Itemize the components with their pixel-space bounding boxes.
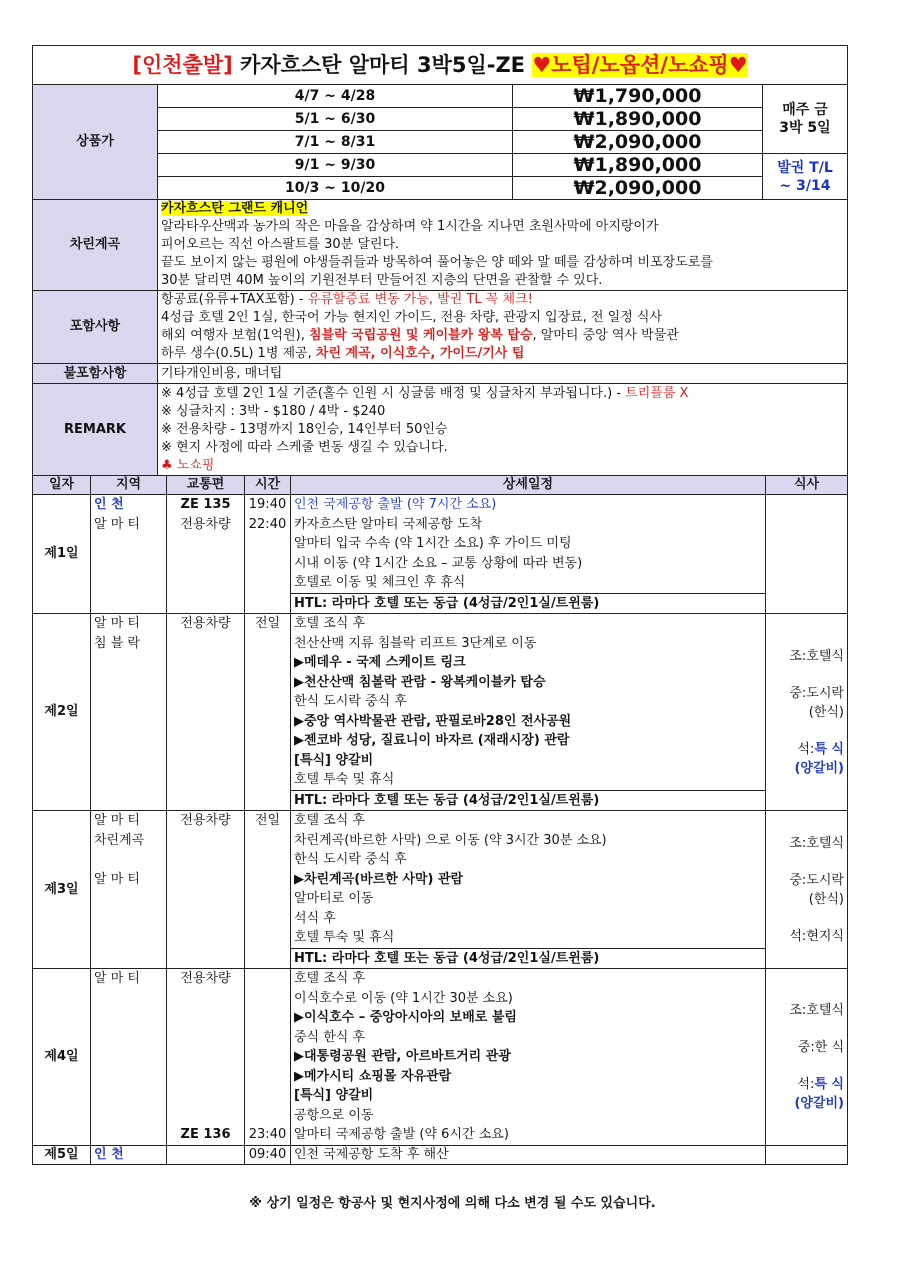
price-date: 9/1 ~ 9/30 [158,154,513,177]
schedule-line: 호텔로 이동 및 체크인 후 휴식 [294,575,466,590]
price-value: ₩2,090,000 [513,177,763,200]
day-region [91,811,167,969]
included-line: 하루 생수(0.5L) 1병 제공, [161,346,316,361]
schedule-line: 호텔 조식 후 [294,813,366,828]
day-details [291,614,766,811]
region-name: 알 마 티 [94,971,140,986]
schedule-line: ▶젠코바 성당, 질료니이 바자르 (재래시장) 관람 [294,733,570,748]
header-transport: 교통편 [167,476,245,495]
schedule-line: ▶대통령공원 관람, 아르바트거리 관광 [294,1049,511,1064]
flight-number: ZE 135 [180,497,231,512]
schedule-line: [특식] 양갈비 [294,1088,374,1103]
day-time [245,495,291,614]
title-main: 카자흐스탄 알마티 3박5일-ZE [240,53,526,77]
schedule-line: ▶메가시티 쇼핑몰 자유관람 [294,1068,452,1084]
day-meals [766,969,848,1146]
price-date: 5/1 ~ 6/30 [158,108,513,131]
region-name: 인 천 [94,497,124,512]
day-region [91,969,167,1146]
day-row [33,1146,848,1165]
charyn-line: 피어오르는 직선 아스팔트를 30분 달린다. [161,237,400,252]
region-name: 차린계곡 [94,832,145,848]
included-list [158,291,848,364]
schedule-line: ▶차린계곡(바르한 사막) 관람 [294,871,464,887]
included-highlight: 차린 계곡, 이식호수, 가이드/기사 팁 [315,346,525,361]
region-name: 침 블 락 [94,635,140,651]
schedule-line: 호텔 조식 후 [294,616,366,631]
region-name: 알 마 티 [94,813,140,828]
remark-line: ※ 전용차량 - 13명까지 18인승, 14인부터 50인승 [161,421,448,437]
day-region [91,495,167,614]
included-line: , 알마티 중앙 역사 박물관 [532,328,679,343]
meal-dinner-note: (양갈비) [794,1096,844,1111]
triple-room-note: 트리플룸 X [625,385,689,401]
meal-breakfast: 조:호텔식 [789,648,844,664]
day-transport [167,1146,245,1165]
day-label: 제1일 [33,495,91,614]
schedule-line: 석식 후 [294,910,336,926]
price-value: ₩1,890,000 [513,108,763,131]
charyn-line: 30분 달리면 40M 높이의 기원전부터 만들어진 지층의 단면을 관찰할 수 있다. [161,273,603,288]
included-line: 항공료(유류+TAX포함) - [161,292,308,307]
price-date: 10/3 ~ 10/20 [158,177,513,200]
schedule-line: 이식호수로 이동 (약 1시간 30분 소요) [294,990,513,1006]
schedule-line: ▶천산산맥 침볼락 관람 - 왕복케이블카 탑승 [294,674,546,690]
charyn-line: 알라타우산맥과 농가의 작은 마을을 감상하며 약 1시간을 지나면 초원사막에 아지랑이가 [161,219,659,234]
schedule-line: 카자흐스탄 알마티 국제공항 도착 [294,516,483,532]
day-time [245,969,291,1146]
region-name: 알 마 티 [94,516,140,532]
vehicle: 전용차량 [180,971,231,986]
schedule-line: ▶중앙 역사박물관 관람, 판필로바28인 전사공원 [294,713,572,729]
flight-number: ZE 136 [180,1126,231,1142]
day-meals [766,1146,848,1165]
title-prefix: [인천출발] [132,53,233,77]
day-time [245,811,291,969]
meal-dinner-note: (양갈비) [794,760,844,776]
departure-day: 매주 금 [782,102,828,118]
charyn-description [158,200,848,291]
vehicle: 전용차량 [180,516,231,532]
day-transport [167,811,245,969]
day-details [291,495,766,614]
meal-dinner: 석: [797,741,815,757]
meal-dinner: 석: [797,1077,815,1092]
title-badge: ♥노팁/노옵션/노쇼핑♥ [532,53,748,77]
remark-line: ※ 싱글차지 : 3박 - $180 / 4박 - $240 [161,403,386,419]
region-name: 알 마 티 [94,616,140,631]
itinerary-sheet [32,45,847,1165]
page-title [33,46,848,85]
time-value: 22:40 [248,516,287,532]
meal-lunch-note: (한식) [808,704,844,720]
day-label: 제4일 [33,969,91,1146]
fuel-surcharge-note: 유류할증료 변동 가능, 발권 TL 꼭 체크! [307,292,533,307]
included-line: 해외 여행자 보험(1억원), [161,328,309,343]
schedule-line: 공항으로 이동 [294,1107,374,1123]
included-label: 포함사항 [33,291,158,364]
ticketing-date: ~ 3/14 [779,177,831,194]
day-details [291,969,766,1146]
day-transport [167,969,245,1146]
schedule-line: [특식] 양갈비 [294,752,374,768]
schedule-line: 시내 이동 (약 1시간 소요 – 교통 상황에 따라 변동) [294,555,583,571]
day-time [245,614,291,811]
meal-breakfast: 조:호텔식 [789,1003,844,1018]
schedule-line: 중식 한식 후 [294,1029,366,1045]
meal-lunch-note: (한식) [808,891,844,907]
region-name: 인 천 [91,1146,167,1165]
ticketing-label: 발권 T/L [777,159,833,176]
included-highlight: 침블락 국립공원 및 케이블카 왕복 탑승 [308,328,533,343]
schedule-line: 알마티 입국 수속 (약 1시간 소요) 후 가이드 미팅 [294,536,572,551]
meal-lunch: 중:도시락 [789,685,844,701]
day-details [291,811,766,969]
day-label: 제3일 [33,811,91,969]
schedule-line: 인천 국제공항 출발 (약 7시간 소요) [294,497,497,512]
meal-dinner-special: 특 식 [814,741,844,757]
day-meals [766,495,848,614]
schedule-table [32,475,848,1165]
remark-line: ※ 현지 사정에 따라 스케줄 변동 생길 수 있습니다. [161,439,448,455]
meal-dinner-special: 특 식 [814,1077,844,1092]
schedule-line: 알마티 국제공항 출발 (약 6시간 소요) [294,1127,509,1142]
price-date: 4/7 ~ 4/28 [158,85,513,108]
meal-dinner: 석:현지식 [789,928,844,944]
excluded-text: 기타개인비용, 매너팁 [158,364,848,384]
charyn-line: 끝도 보이지 않는 평원에 야생들쥐들과 방목하여 풀어놓은 양 떼와 말 떼를 감상하며 비포장도로를 [161,255,713,270]
trip-length: 3박 5일 [779,120,831,136]
price-value: ₩2,090,000 [513,131,763,154]
header-details: 상세일정 [291,476,766,495]
schedule-line: 한식 도시락 중식 후 [294,852,407,867]
charyn-label: 차린계곡 [33,200,158,291]
price-value: ₩1,790,000 [513,85,763,108]
schedule-line: 알마티로 이동 [294,891,374,906]
time-value: 전일 [254,616,281,631]
no-shopping-note: ♣ 노쇼핑 [161,457,215,473]
schedule-line: 호텔 투숙 및 휴식 [294,930,395,945]
schedule-line: ▶메데우 - 국제 스케이트 링크 [294,655,466,670]
time-value: 전일 [254,813,281,828]
product-info-table [32,45,848,476]
included-line: 4성급 호텔 2인 1실, 한국어 가능 현지인 가이드, 전용 차량, 관광지 입장료, 전 일정 식사 [161,310,663,325]
day-row [33,969,848,1146]
region-name: 알 마 티 [94,871,140,887]
schedule-line: 천산산맥 지류 침블락 리프트 3단계로 이동 [294,635,537,651]
ticketing-deadline [763,154,848,200]
day-region [91,614,167,811]
excluded-label: 불포함사항 [33,364,158,384]
footnote: ※ 상기 일정은 항공사 및 현지사정에 의해 다소 변경 될 수도 있습니다. [249,1196,656,1211]
departure-info [763,85,848,154]
hotel-line: HTL: 라마다 호텔 또는 동급 (4성급/2인1실/트윈룸) [291,948,765,969]
hotel-line: HTL: 라마다 호텔 또는 동급 (4성급/2인1실/트윈룸) [291,593,765,614]
day-label: 제2일 [33,614,91,811]
time-value: 23:40 [248,1127,287,1142]
meal-breakfast: 조:호텔식 [789,835,844,851]
meal-lunch: 중:도시락 [789,872,844,888]
day-meals [766,614,848,811]
header-time: 시간 [245,476,291,495]
time-value: 09:40 [245,1146,291,1165]
schedule-line: ▶이식호수 – 중앙아시아의 보배로 불림 [294,1010,517,1025]
schedule-line: 호텔 투숙 및 휴식 [294,772,395,787]
price-label: 상품가 [33,85,158,200]
meal-lunch: 중:한 식 [797,1040,844,1055]
schedule-line: 인천 국제공항 도착 후 해산 [291,1146,766,1165]
day-transport [167,614,245,811]
header-day: 일자 [33,476,91,495]
day-row [33,811,848,969]
remark-label: REMARK [33,384,158,476]
schedule-line: 한식 도시락 중식 후 [294,694,407,709]
schedule-line: 차린계곡(바르한 사막) 으로 이동 (약 3시간 30분 소요) [294,832,607,848]
day-row [33,495,848,614]
price-value: ₩1,890,000 [513,154,763,177]
day-label: 제5일 [33,1146,91,1165]
schedule-line: 호텔 조식 후 [294,971,366,986]
day-transport [167,495,245,614]
header-region: 지역 [91,476,167,495]
remark-line: ※ 4성급 호텔 2인 1실 기준(홀수 인원 시 싱글룸 배정 및 싱글차지 부과됩니다.) - [161,385,626,401]
charyn-heading: 카자흐스탄 그랜드 캐니언 [161,201,309,216]
day-row [33,614,848,811]
vehicle: 전용차량 [180,616,231,631]
time-value: 19:40 [248,497,287,512]
price-date: 7/1 ~ 8/31 [158,131,513,154]
day-meals [766,811,848,969]
hotel-line: HTL: 라마다 호텔 또는 동급 (4성급/2인1실/트윈룸) [291,790,765,811]
header-meals: 식사 [766,476,848,495]
vehicle: 전용차량 [180,813,231,828]
remark-list [158,384,848,476]
